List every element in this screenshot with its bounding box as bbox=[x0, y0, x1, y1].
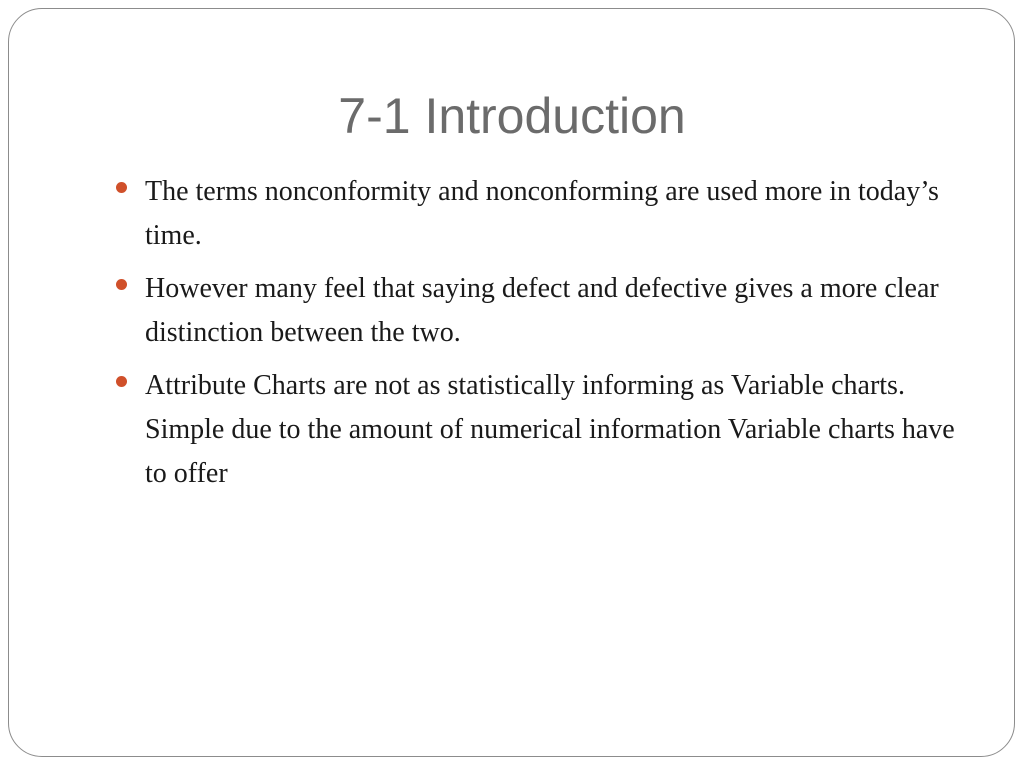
bullet-text: Attribute Charts are not as statistically informing as Variable charts. Simple due to the amount of numerical information Variable charts have to offer bbox=[145, 370, 955, 489]
bullet-item bbox=[113, 364, 973, 496]
bullet-text: However many feel that saying defect and defective gives a more clear distinction between the two. bbox=[145, 273, 939, 348]
bullet-list bbox=[113, 170, 973, 505]
bullet-item bbox=[113, 170, 973, 258]
bullet-item bbox=[113, 267, 973, 355]
slide-title: 7-1 Introduction bbox=[338, 88, 686, 144]
bullet-dot-icon bbox=[116, 182, 127, 193]
bullet-text: The terms nonconformity and nonconforming are used more in today’s time. bbox=[145, 176, 939, 251]
bullet-dot-icon bbox=[116, 376, 127, 387]
bullet-dot-icon bbox=[116, 279, 127, 290]
